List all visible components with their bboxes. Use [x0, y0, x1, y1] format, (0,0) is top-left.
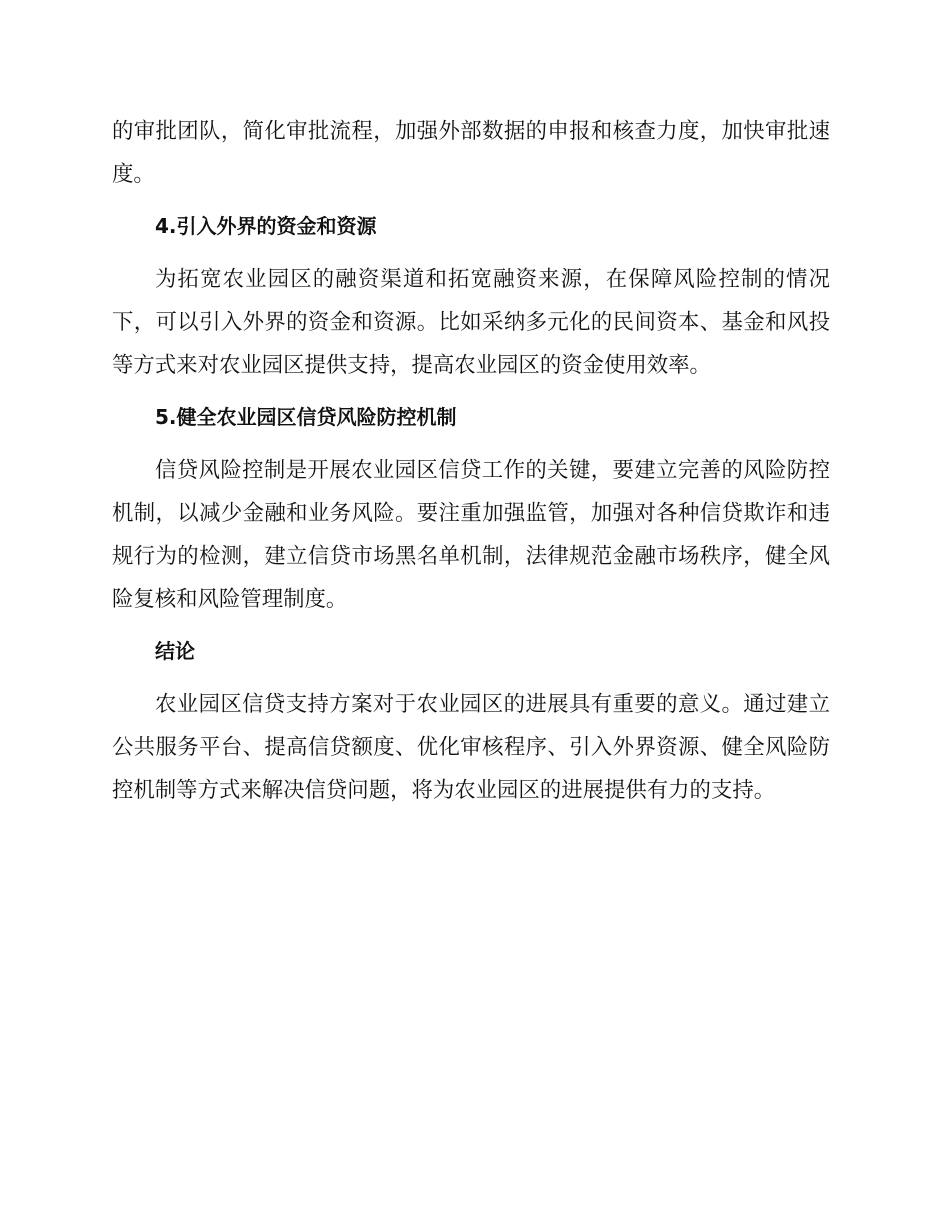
section-heading-5: 5.健全农业园区信贷风险防控机制	[155, 405, 457, 429]
conclusion-heading: 结论	[155, 639, 195, 663]
section-paragraph-4: 为拓宽农业园区的融资渠道和拓宽融资来源，在保障风险控制的情况下，可以引入外界的资金和资源。比如采纳多元化的民间资本、基金和风投等方式来对农业园区提供支持，提高农业园区的资金使用效率。	[112, 267, 830, 378]
section-heading-4: 4.引入外界的资金和资源	[155, 214, 377, 238]
spacer	[112, 196, 830, 205]
spacer	[112, 439, 830, 449]
spacer	[112, 387, 830, 396]
conclusion-paragraph: 农业园区信贷支持方案对于农业园区的进展具有重要的意义。通过建立公共服务平台、提高信贷额度、优化审核程序、引入外界资源、健全风险防控机制等方式来解决信贷问题，将为农业园区的进展提供有力的支持。	[112, 692, 830, 803]
document-body	[112, 110, 830, 812]
spacer	[112, 248, 830, 258]
section-paragraph-5: 信贷风险控制是开展农业园区信贷工作的关键，要建立完善的风险防控机制，以减少金融和业务风险。要注重加强监管，加强对各种信贷欺诈和违规行为的检测，建立信贷市场黑名单机制，法律规范金融市场秩序，健全风险复核和风险管理制度。	[112, 458, 830, 612]
spacer	[112, 621, 830, 630]
continuation-paragraph: 的审批团队，简化审批流程，加强外部数据的申报和核查力度，加快审批速度。	[112, 119, 830, 187]
spacer	[112, 673, 830, 683]
